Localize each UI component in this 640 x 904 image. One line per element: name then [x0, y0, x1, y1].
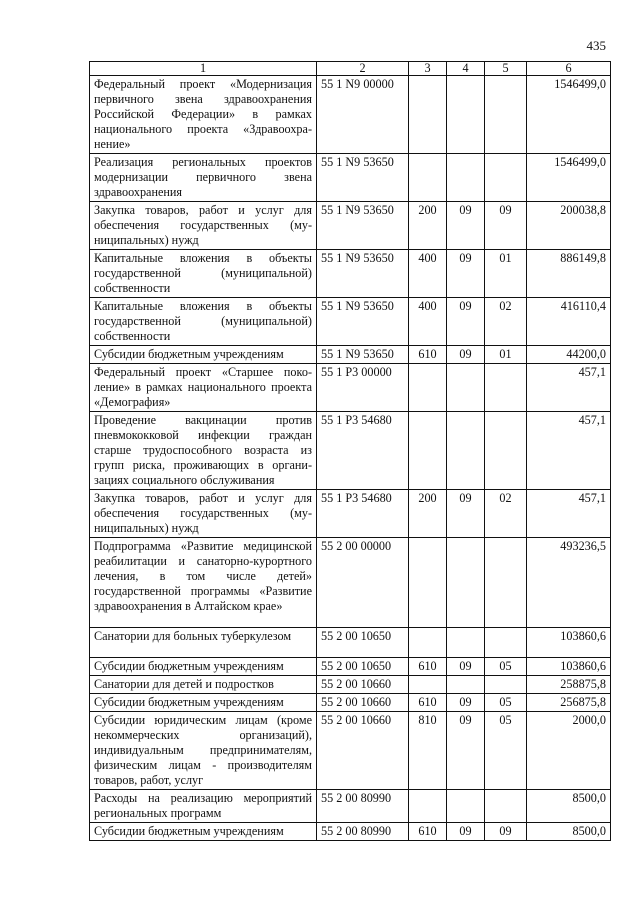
row-amount-cell: 416110,4 — [527, 298, 611, 346]
row-amount-cell: 457,1 — [527, 490, 611, 538]
row-subsection-cell: 02 — [485, 490, 527, 538]
column-header: 5 — [485, 62, 527, 76]
row-section-cell: 09 — [447, 250, 485, 298]
row-name-cell: Санатории для больных туберкулезом — [90, 628, 317, 658]
row-section-cell: 09 — [447, 823, 485, 841]
row-expense-type-cell: 200 — [409, 490, 447, 538]
table-row — [90, 76, 611, 154]
row-subsection-cell — [485, 76, 527, 154]
row-name-cell: Закупка товаров, работ и услуг для обеспечения государственных (муниципальных) нужд — [90, 202, 317, 250]
row-name-cell: Санатории для детей и подростков — [90, 676, 317, 694]
row-section-cell — [447, 154, 485, 202]
row-expense-type-cell — [409, 676, 447, 694]
row-code-cell: 55 2 00 10650 — [317, 658, 409, 676]
row-subsection-cell: 05 — [485, 694, 527, 712]
table-row — [90, 364, 611, 412]
row-subsection-cell — [485, 790, 527, 823]
row-expense-type-cell: 810 — [409, 712, 447, 790]
row-expense-type-cell: 400 — [409, 250, 447, 298]
row-section-cell: 09 — [447, 658, 485, 676]
row-subsection-cell — [485, 412, 527, 490]
row-section-cell: 09 — [447, 694, 485, 712]
row-amount-cell: 258875,8 — [527, 676, 611, 694]
row-name-cell: Федеральный проект «Модернизация первичного звена здравоохранения Российской Федерации» в рамках национального проекта «Здравоохранение» — [90, 76, 317, 154]
row-expense-type-cell — [409, 790, 447, 823]
row-subsection-cell: 02 — [485, 298, 527, 346]
row-name-cell: Капитальные вложения в объекты государственной (муниципальной) собственности — [90, 298, 317, 346]
table-row — [90, 676, 611, 694]
row-subsection-cell — [485, 628, 527, 658]
table-row — [90, 346, 611, 364]
row-section-cell: 09 — [447, 298, 485, 346]
row-expense-type-cell — [409, 154, 447, 202]
row-section-cell — [447, 628, 485, 658]
row-code-cell: 55 2 00 80990 — [317, 790, 409, 823]
table-row — [90, 628, 611, 658]
row-code-cell: 55 2 00 10660 — [317, 712, 409, 790]
row-name-cell: Субсидии бюджетным учреждениям — [90, 694, 317, 712]
row-code-cell: 55 1 N9 53650 — [317, 154, 409, 202]
row-subsection-cell — [485, 676, 527, 694]
row-subsection-cell: 09 — [485, 823, 527, 841]
row-name-cell: Подпрограмма «Развитие медицинской реабилитации и санаторно-курортного лечения, в том числе детей» государственной программы «Развитие здравоохранения в Алтайском крае» — [90, 538, 317, 628]
row-amount-cell: 1546499,0 — [527, 76, 611, 154]
row-expense-type-cell: 610 — [409, 658, 447, 676]
row-name-cell: Капитальные вложения в объекты государственной (муниципальной) собственности — [90, 250, 317, 298]
table-body — [90, 76, 611, 841]
row-amount-cell: 8500,0 — [527, 790, 611, 823]
column-header: 2 — [317, 62, 409, 76]
row-code-cell: 55 2 00 10650 — [317, 628, 409, 658]
table-row — [90, 490, 611, 538]
row-subsection-cell: 05 — [485, 712, 527, 790]
table-header-row — [90, 62, 611, 76]
row-code-cell: 55 1 N9 53650 — [317, 250, 409, 298]
row-section-cell: 09 — [447, 712, 485, 790]
row-amount-cell: 457,1 — [527, 364, 611, 412]
row-code-cell: 55 2 00 80990 — [317, 823, 409, 841]
row-code-cell: 55 1 N9 53650 — [317, 298, 409, 346]
row-subsection-cell: 01 — [485, 346, 527, 364]
row-section-cell: 09 — [447, 346, 485, 364]
row-code-cell: 55 2 00 00000 — [317, 538, 409, 628]
row-name-cell: Реализация региональных проектов модернизации первичного звена здравоохранения — [90, 154, 317, 202]
column-header: 3 — [409, 62, 447, 76]
row-code-cell: 55 1 P3 54680 — [317, 412, 409, 490]
row-section-cell — [447, 76, 485, 154]
row-amount-cell: 44200,0 — [527, 346, 611, 364]
row-amount-cell: 103860,6 — [527, 628, 611, 658]
row-amount-cell: 256875,8 — [527, 694, 611, 712]
row-name-cell: Субсидии бюджетным учреждениям — [90, 823, 317, 841]
row-name-cell: Проведение вакцинации против пневмококковой инфекции граждан старше трудоспособного возраста из групп риска, проживающих в организациях социального обслуживания — [90, 412, 317, 490]
row-subsection-cell — [485, 154, 527, 202]
row-code-cell: 55 1 N9 53650 — [317, 346, 409, 364]
table-row — [90, 202, 611, 250]
row-amount-cell: 886149,8 — [527, 250, 611, 298]
row-section-cell: 09 — [447, 490, 485, 538]
row-name-cell: Федеральный проект «Старшее поколение» в рамках национального проекта «Демография» — [90, 364, 317, 412]
table-row — [90, 538, 611, 628]
row-expense-type-cell: 610 — [409, 346, 447, 364]
row-code-cell: 55 2 00 10660 — [317, 676, 409, 694]
table-row — [90, 823, 611, 841]
table-row — [90, 790, 611, 823]
row-amount-cell: 103860,6 — [527, 658, 611, 676]
row-section-cell: 09 — [447, 202, 485, 250]
table-row — [90, 658, 611, 676]
table-row — [90, 412, 611, 490]
page-number: 435 — [586, 38, 606, 53]
row-subsection-cell: 01 — [485, 250, 527, 298]
table-row — [90, 712, 611, 790]
row-expense-type-cell: 610 — [409, 694, 447, 712]
row-amount-cell: 8500,0 — [527, 823, 611, 841]
row-section-cell — [447, 364, 485, 412]
row-name-cell: Субсидии бюджетным учреждениям — [90, 658, 317, 676]
row-code-cell: 55 2 00 10660 — [317, 694, 409, 712]
row-expense-type-cell — [409, 412, 447, 490]
row-amount-cell: 2000,0 — [527, 712, 611, 790]
row-expense-type-cell — [409, 364, 447, 412]
budget-table — [89, 61, 611, 841]
row-amount-cell: 1546499,0 — [527, 154, 611, 202]
row-subsection-cell — [485, 364, 527, 412]
column-header: 4 — [447, 62, 485, 76]
row-subsection-cell: 09 — [485, 202, 527, 250]
row-code-cell: 55 1 N9 00000 — [317, 76, 409, 154]
row-code-cell: 55 1 P3 00000 — [317, 364, 409, 412]
row-expense-type-cell — [409, 628, 447, 658]
row-name-cell: Субсидии бюджетным учреждениям — [90, 346, 317, 364]
row-code-cell: 55 1 P3 54680 — [317, 490, 409, 538]
table-row — [90, 298, 611, 346]
table-row — [90, 694, 611, 712]
row-expense-type-cell — [409, 76, 447, 154]
row-subsection-cell — [485, 538, 527, 628]
row-amount-cell: 493236,5 — [527, 538, 611, 628]
row-name-cell: Субсидии юридическим лицам (кроме некоммерческих организаций), индивидуальным предпринимателям, физическим лицам - производителям товаров, работ, услуг — [90, 712, 317, 790]
row-expense-type-cell: 400 — [409, 298, 447, 346]
table-row — [90, 154, 611, 202]
row-section-cell — [447, 538, 485, 628]
row-code-cell: 55 1 N9 53650 — [317, 202, 409, 250]
column-header: 6 — [527, 62, 611, 76]
row-section-cell — [447, 676, 485, 694]
row-expense-type-cell — [409, 538, 447, 628]
row-section-cell — [447, 790, 485, 823]
row-name-cell: Расходы на реализацию мероприятий региональных программ — [90, 790, 317, 823]
row-expense-type-cell: 610 — [409, 823, 447, 841]
table-row — [90, 250, 611, 298]
row-amount-cell: 457,1 — [527, 412, 611, 490]
row-subsection-cell: 05 — [485, 658, 527, 676]
row-amount-cell: 200038,8 — [527, 202, 611, 250]
row-name-cell: Закупка товаров, работ и услуг для обеспечения государственных (муниципальных) нужд — [90, 490, 317, 538]
column-header: 1 — [90, 62, 317, 76]
row-section-cell — [447, 412, 485, 490]
row-expense-type-cell: 200 — [409, 202, 447, 250]
